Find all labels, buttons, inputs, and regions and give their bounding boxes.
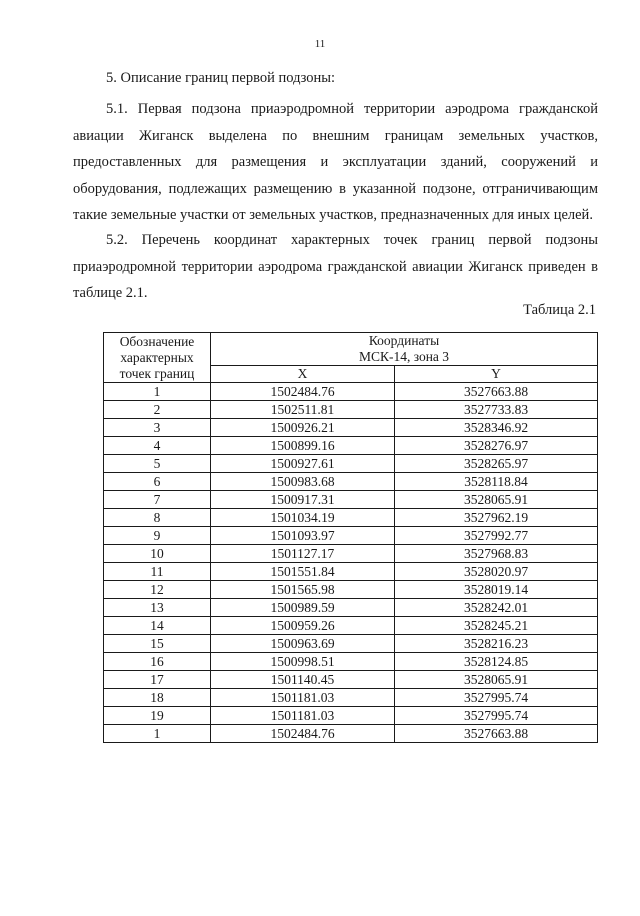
- table-row: [104, 689, 598, 707]
- cell-y: 3528065.91: [395, 671, 598, 689]
- cell-y: 3527733.83: [395, 401, 598, 419]
- cell-y: 3528276.97: [395, 437, 598, 455]
- cell-point: 12: [104, 581, 211, 599]
- cell-x: 1500983.68: [211, 473, 395, 491]
- coordinates-header-system: МСК-14, зона 3: [358, 349, 450, 364]
- cell-y: 3528020.97: [395, 563, 598, 581]
- table-row: [104, 437, 598, 455]
- cell-x: 1502511.81: [211, 401, 395, 419]
- cell-y: 3527968.83: [395, 545, 598, 563]
- cell-x: 1500998.51: [211, 653, 395, 671]
- cell-x: 1501140.45: [211, 671, 395, 689]
- cell-y: 3527995.74: [395, 707, 598, 725]
- cell-x: 1500959.26: [211, 617, 395, 635]
- cell-point: 14: [104, 617, 211, 635]
- cell-point: 13: [104, 599, 211, 617]
- table-row: [104, 401, 598, 419]
- cell-x: 1500926.21: [211, 419, 395, 437]
- cell-point: 3: [104, 419, 211, 437]
- cell-point: 1: [104, 725, 211, 743]
- cell-x: 1500963.69: [211, 635, 395, 653]
- table-row: [104, 725, 598, 743]
- y-column-header: Y: [395, 366, 598, 383]
- table-caption: Таблица 2.1: [523, 302, 596, 318]
- cell-y: 3528216.23: [395, 635, 598, 653]
- cell-x: 1500899.16: [211, 437, 395, 455]
- cell-x: 1501127.17: [211, 545, 395, 563]
- cell-y: 3528245.21: [395, 617, 598, 635]
- paragraph-5-1: 5.1. Первая подзона приаэродромной территории аэродрома гражданской авиации Жиганск выделена по внешним границам земельных участков, предоставленных для размещения и эксплуатации зданий, сооружений и оборудования, подлежащих размещению в указанной подзоне, отграничивающим такие земельные участки от земельных участков, предназначенных для иных целей.: [73, 101, 598, 223]
- table-row: [104, 527, 598, 545]
- cell-x: 1500917.31: [211, 491, 395, 509]
- coordinates-header: [211, 333, 598, 366]
- cell-y: 3528019.14: [395, 581, 598, 599]
- cell-y: 3527663.88: [395, 383, 598, 401]
- cell-point: 9: [104, 527, 211, 545]
- cell-x: 1500989.59: [211, 599, 395, 617]
- paragraph-5-2: 5.2. Перечень координат характерных точек границ первой подзоны приаэродромной территории аэродрома гражданской авиации Жиганск приведен в таблице 2.1.: [73, 232, 598, 301]
- cell-point: 16: [104, 653, 211, 671]
- coordinates-header-title: Координаты: [368, 333, 440, 348]
- cell-x: 1500927.61: [211, 455, 395, 473]
- cell-point: 6: [104, 473, 211, 491]
- cell-point: 15: [104, 635, 211, 653]
- cell-x: 1501181.03: [211, 707, 395, 725]
- cell-x: 1501181.03: [211, 689, 395, 707]
- cell-x: 1502484.76: [211, 725, 395, 743]
- cell-x: 1502484.76: [211, 383, 395, 401]
- table-row: [104, 383, 598, 401]
- cell-point: 8: [104, 509, 211, 527]
- table-row: [104, 653, 598, 671]
- table-row: [104, 473, 598, 491]
- cell-point: 19: [104, 707, 211, 725]
- table-row: [104, 635, 598, 653]
- table-row: [104, 455, 598, 473]
- table-row: [104, 671, 598, 689]
- cell-y: 3528242.01: [395, 599, 598, 617]
- cell-x: 1501093.97: [211, 527, 395, 545]
- table-row: [104, 545, 598, 563]
- cell-point: 17: [104, 671, 211, 689]
- table-row: [104, 509, 598, 527]
- coordinates-table-body: [104, 383, 598, 743]
- cell-point: 2: [104, 401, 211, 419]
- cell-y: 3528346.92: [395, 419, 598, 437]
- cell-point: 18: [104, 689, 211, 707]
- coordinates-table: [103, 332, 598, 743]
- table-row: [104, 707, 598, 725]
- cell-point: 4: [104, 437, 211, 455]
- cell-point: 7: [104, 491, 211, 509]
- cell-y: 3527962.19: [395, 509, 598, 527]
- table-row: [104, 599, 598, 617]
- table-row: [104, 419, 598, 437]
- cell-x: 1501551.84: [211, 563, 395, 581]
- cell-point: 10: [104, 545, 211, 563]
- table-row: [104, 617, 598, 635]
- section-heading: 5. Описание границ первой подзоны:: [106, 70, 336, 86]
- cell-point: 1: [104, 383, 211, 401]
- table-row: [104, 581, 598, 599]
- cell-y: 3527992.77: [395, 527, 598, 545]
- cell-y: 3527663.88: [395, 725, 598, 743]
- cell-x: 1501034.19: [211, 509, 395, 527]
- cell-y: 3528124.85: [395, 653, 598, 671]
- cell-y: 3528265.97: [395, 455, 598, 473]
- cell-point: 11: [104, 563, 211, 581]
- x-column-header: X: [211, 366, 395, 383]
- point-column-header: Обозначение характерных точек границ: [104, 333, 211, 383]
- page-number: 11: [314, 38, 326, 50]
- cell-y: 3527995.74: [395, 689, 598, 707]
- table-row: [104, 491, 598, 509]
- cell-y: 3528118.84: [395, 473, 598, 491]
- table-row: [104, 563, 598, 581]
- cell-x: 1501565.98: [211, 581, 395, 599]
- cell-point: 5: [104, 455, 211, 473]
- cell-y: 3528065.91: [395, 491, 598, 509]
